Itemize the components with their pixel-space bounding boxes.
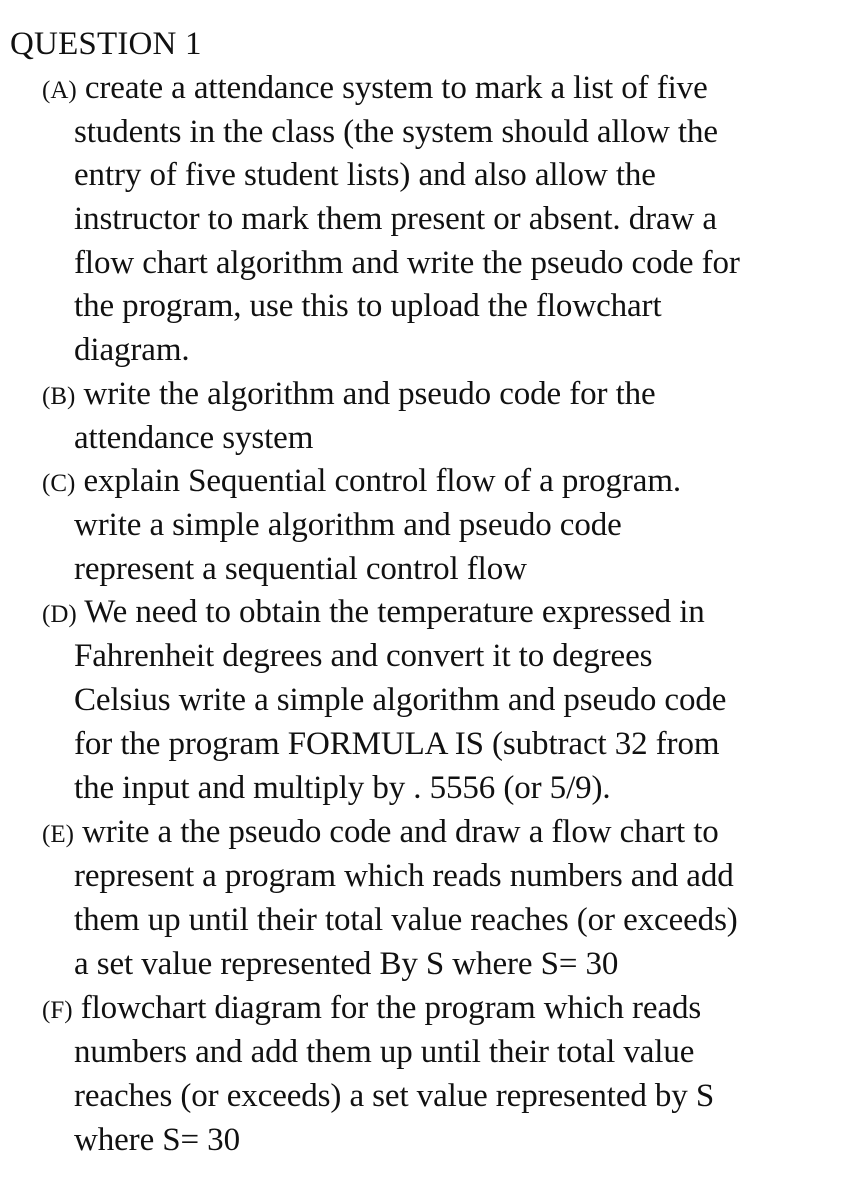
question-d-line-5: the input and multiply by . 5556 (or 5/9). (74, 770, 611, 806)
question-f-text: flowchart diagram for the program which reads (80, 990, 702, 1026)
question-f-line-4: where S= 30 (74, 1122, 240, 1158)
question-d-label: (D) (42, 601, 77, 628)
question-a-line-3: entry of five student lists) and also allow the (74, 157, 656, 193)
question-a-line-7: diagram. (74, 332, 190, 368)
question-b-text: write the algorithm and pseudo code for the (83, 376, 656, 412)
question-f-line-2: numbers and add them up until their total value (74, 1034, 695, 1070)
question-d-line-2: Fahrenheit degrees and convert it to degrees (74, 638, 653, 674)
question-a-line-5: flow chart algorithm and write the pseudo code for (74, 245, 740, 281)
question-c-text: explain Sequential control flow of a program. (83, 463, 682, 499)
question-a-label: (A) (42, 77, 77, 104)
question-c-line-1 (42, 459, 681, 506)
question-c-line-2: write a simple algorithm and pseudo code (74, 507, 622, 543)
question-b-line-1 (42, 372, 656, 419)
question-e-line-4: a set value represented By S where S= 30 (74, 946, 619, 982)
question-f-label: (F) (42, 997, 73, 1024)
question-d-text: We need to obtain the temperature expressed in (84, 594, 705, 630)
question-d-line-1 (42, 590, 705, 637)
question-d-line-3: Celsius write a simple algorithm and pseudo code (74, 682, 727, 718)
question-e-line-1 (42, 810, 719, 857)
question-title: QUESTION 1 (10, 26, 202, 62)
question-e-line-3: them up until their total value reaches (or exceeds) (74, 902, 738, 938)
question-c-line-3: represent a sequential control flow (74, 551, 527, 587)
question-e-label: (E) (42, 821, 74, 848)
question-c-label: (C) (42, 470, 76, 497)
question-f-line-1 (42, 986, 701, 1033)
question-b-line-2: attendance system (74, 420, 314, 456)
question-e-text: write a the pseudo code and draw a flow chart to (82, 814, 719, 850)
question-d-line-4: for the program FORMULA IS (subtract 32 from (74, 726, 720, 762)
question-b-label: (B) (42, 383, 76, 410)
question-e-line-2: represent a program which reads numbers and add (74, 858, 734, 894)
question-a-text: create a attendance system to mark a list of five (84, 70, 708, 106)
question-a-line-4: instructor to mark them present or absent. draw a (74, 201, 717, 237)
question-a-line-1 (42, 66, 708, 113)
question-a-line-2: students in the class (the system should allow the (74, 114, 718, 150)
question-f-line-3: reaches (or exceeds) a set value represented by S (74, 1078, 715, 1114)
question-a-line-6: the program, use this to upload the flowchart (74, 288, 662, 324)
